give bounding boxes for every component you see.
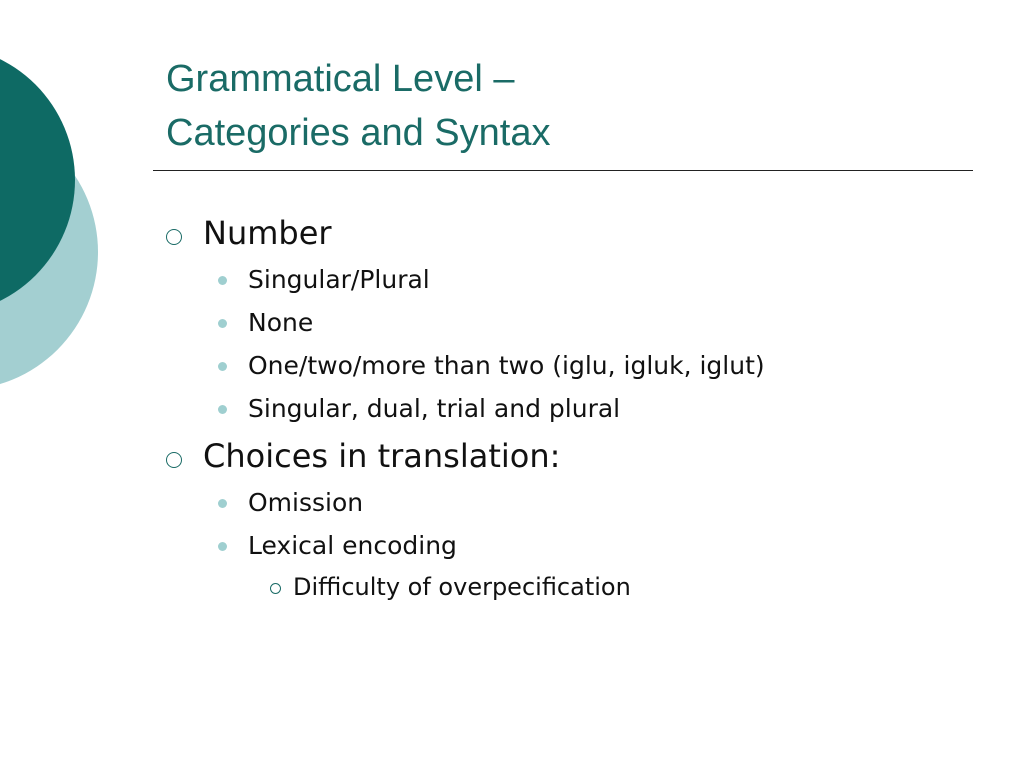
filled-dot-bullet-icon	[218, 499, 227, 508]
bullet-choices-in-translation: Choices in translation:	[203, 437, 561, 475]
title-line-2: Categories and Syntax	[166, 112, 551, 154]
filled-dot-bullet-icon	[218, 319, 227, 328]
small-hollow-circle-bullet-icon	[270, 583, 281, 594]
title-line-1: Grammatical Level –	[166, 58, 515, 100]
sub-bullet-one-two-more: One/two/more than two (iglu, igluk, iglut)	[248, 351, 765, 380]
hollow-circle-bullet-icon	[166, 452, 182, 468]
hollow-circle-bullet-icon	[166, 229, 182, 245]
filled-dot-bullet-icon	[218, 362, 227, 371]
sub-bullet-singular-plural: Singular/Plural	[248, 265, 430, 294]
bullet-number: Number	[203, 214, 332, 252]
sub-bullet-none: None	[248, 308, 314, 337]
filled-dot-bullet-icon	[218, 542, 227, 551]
filled-dot-bullet-icon	[218, 276, 227, 285]
sub-bullet-omission: Omission	[248, 488, 364, 517]
sub-bullet-lexical-encoding: Lexical encoding	[248, 531, 457, 560]
filled-dot-bullet-icon	[218, 405, 227, 414]
sub-bullet-singular-dual-trial: Singular, dual, trial and plural	[248, 394, 621, 423]
sub-sub-bullet-difficulty: Difficulty of overpecification	[293, 573, 631, 601]
